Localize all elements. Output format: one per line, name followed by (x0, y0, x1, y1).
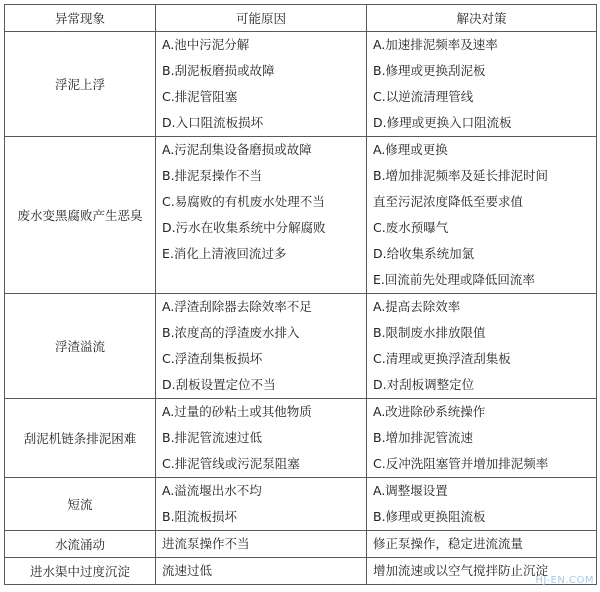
table-row (5, 137, 597, 294)
cause-item: A.池中污泥分解 (162, 37, 250, 52)
solution-item: A.加速排泥频率及速率 (373, 37, 498, 52)
table-header-row (5, 5, 597, 32)
solution-item: C.以逆流清理管线 (373, 89, 474, 104)
table-row (5, 399, 597, 478)
table-row (5, 531, 597, 558)
header-causes: 可能原因 (156, 5, 367, 32)
cause-item: B.排泥泵操作不当 (162, 168, 263, 183)
phenomenon-cell: 进水渠中过度沉淀 (5, 558, 156, 585)
solutions-cell (367, 32, 597, 137)
phenomenon-cell: 废水变黑腐败产生恶臭 (5, 137, 156, 294)
causes-cell (156, 294, 367, 399)
solution-item: C.废水预曝气 (373, 220, 449, 235)
cause-item: A.过量的砂粘土或其他物质 (162, 404, 312, 419)
causes-cell (156, 32, 367, 137)
watermark-logo: HJ-EN.COM (535, 575, 594, 586)
solutions-cell (367, 137, 597, 294)
solution-item: B.修理或更换刮泥板 (373, 63, 486, 78)
cause-item: B.浓度高的浮渣废水排入 (162, 325, 300, 340)
solution-item: D.对刮板调整定位 (373, 377, 475, 392)
header-solutions: 解决对策 (367, 5, 597, 32)
solution-item: 修正泵操作，稳定进流流量 (367, 531, 597, 558)
cause-item: 流速过低 (156, 558, 367, 585)
solutions-cell (367, 294, 597, 399)
solution-item: D.修理或更换入口阻流板 (373, 115, 512, 130)
solution-item: E.回流前先处理或降低回流率 (373, 272, 535, 287)
cause-item: E.消化上清液回流过多 (162, 246, 287, 261)
table-row (5, 32, 597, 137)
solution-item: A.调整堰设置 (373, 483, 448, 498)
cause-item: B.刮泥板磨损或故障 (162, 63, 275, 78)
solution-item: 增加流速或以空气搅拌防止沉淀 (367, 558, 597, 585)
solution-item: C.反冲洗阻塞管并增加排泥频率 (373, 456, 549, 471)
cause-item: C.排泥管线或污泥泵阻塞 (162, 456, 300, 471)
troubleshooting-table (4, 4, 597, 585)
cause-item: B.排泥管流速过低 (162, 430, 263, 445)
cause-item: A.溢流堰出水不均 (162, 483, 262, 498)
solution-item: A.改进除砂系统操作 (373, 404, 486, 419)
phenomenon-cell: 浮渣溢流 (5, 294, 156, 399)
header-phenomenon: 异常现象 (5, 5, 156, 32)
causes-cell (156, 137, 367, 294)
solution-item: 直至污泥浓度降低至要求值 (373, 194, 524, 209)
solution-item: B.增加排泥频率及延长排泥时间 (373, 168, 549, 183)
solutions-cell (367, 478, 597, 531)
table-row (5, 478, 597, 531)
cause-item: C.排泥管阻塞 (162, 89, 238, 104)
table-row (5, 294, 597, 399)
cause-spacer (162, 267, 360, 293)
cause-item: D.入口阻流板损坏 (162, 115, 264, 130)
solution-item: D.给收集系统加氯 (373, 246, 475, 261)
solution-item: B.增加排泥管流速 (373, 430, 474, 445)
solution-item: A.提高去除效率 (373, 299, 461, 314)
phenomenon-cell: 浮泥上浮 (5, 32, 156, 137)
cause-item: D.污水在收集系统中分解腐败 (162, 220, 326, 235)
solution-item: A.修理或更换 (373, 142, 448, 157)
table-row (5, 558, 597, 585)
cause-item: C.浮渣刮集板损坏 (162, 351, 263, 366)
cause-item: 进流泵操作不当 (156, 531, 367, 558)
phenomenon-cell: 短流 (5, 478, 156, 531)
solution-item: C.清理或更换浮渣刮集板 (373, 351, 511, 366)
solution-item: B.限制废水排放限值 (373, 325, 486, 340)
cause-item: D.刮板设置定位不当 (162, 377, 276, 392)
cause-item: C.易腐败的有机废水处理不当 (162, 194, 325, 209)
solution-item: B.修理或更换阻流板 (373, 509, 486, 524)
causes-cell (156, 399, 367, 478)
causes-cell (156, 478, 367, 531)
cause-item: A.浮渣刮除器去除效率不足 (162, 299, 312, 314)
solutions-cell (367, 399, 597, 478)
cause-item: B.阻流板损坏 (162, 509, 238, 524)
phenomenon-cell: 水流涌动 (5, 531, 156, 558)
phenomenon-cell: 刮泥机链条排泥困难 (5, 399, 156, 478)
cause-item: A.污泥刮集设备磨损或故障 (162, 142, 312, 157)
